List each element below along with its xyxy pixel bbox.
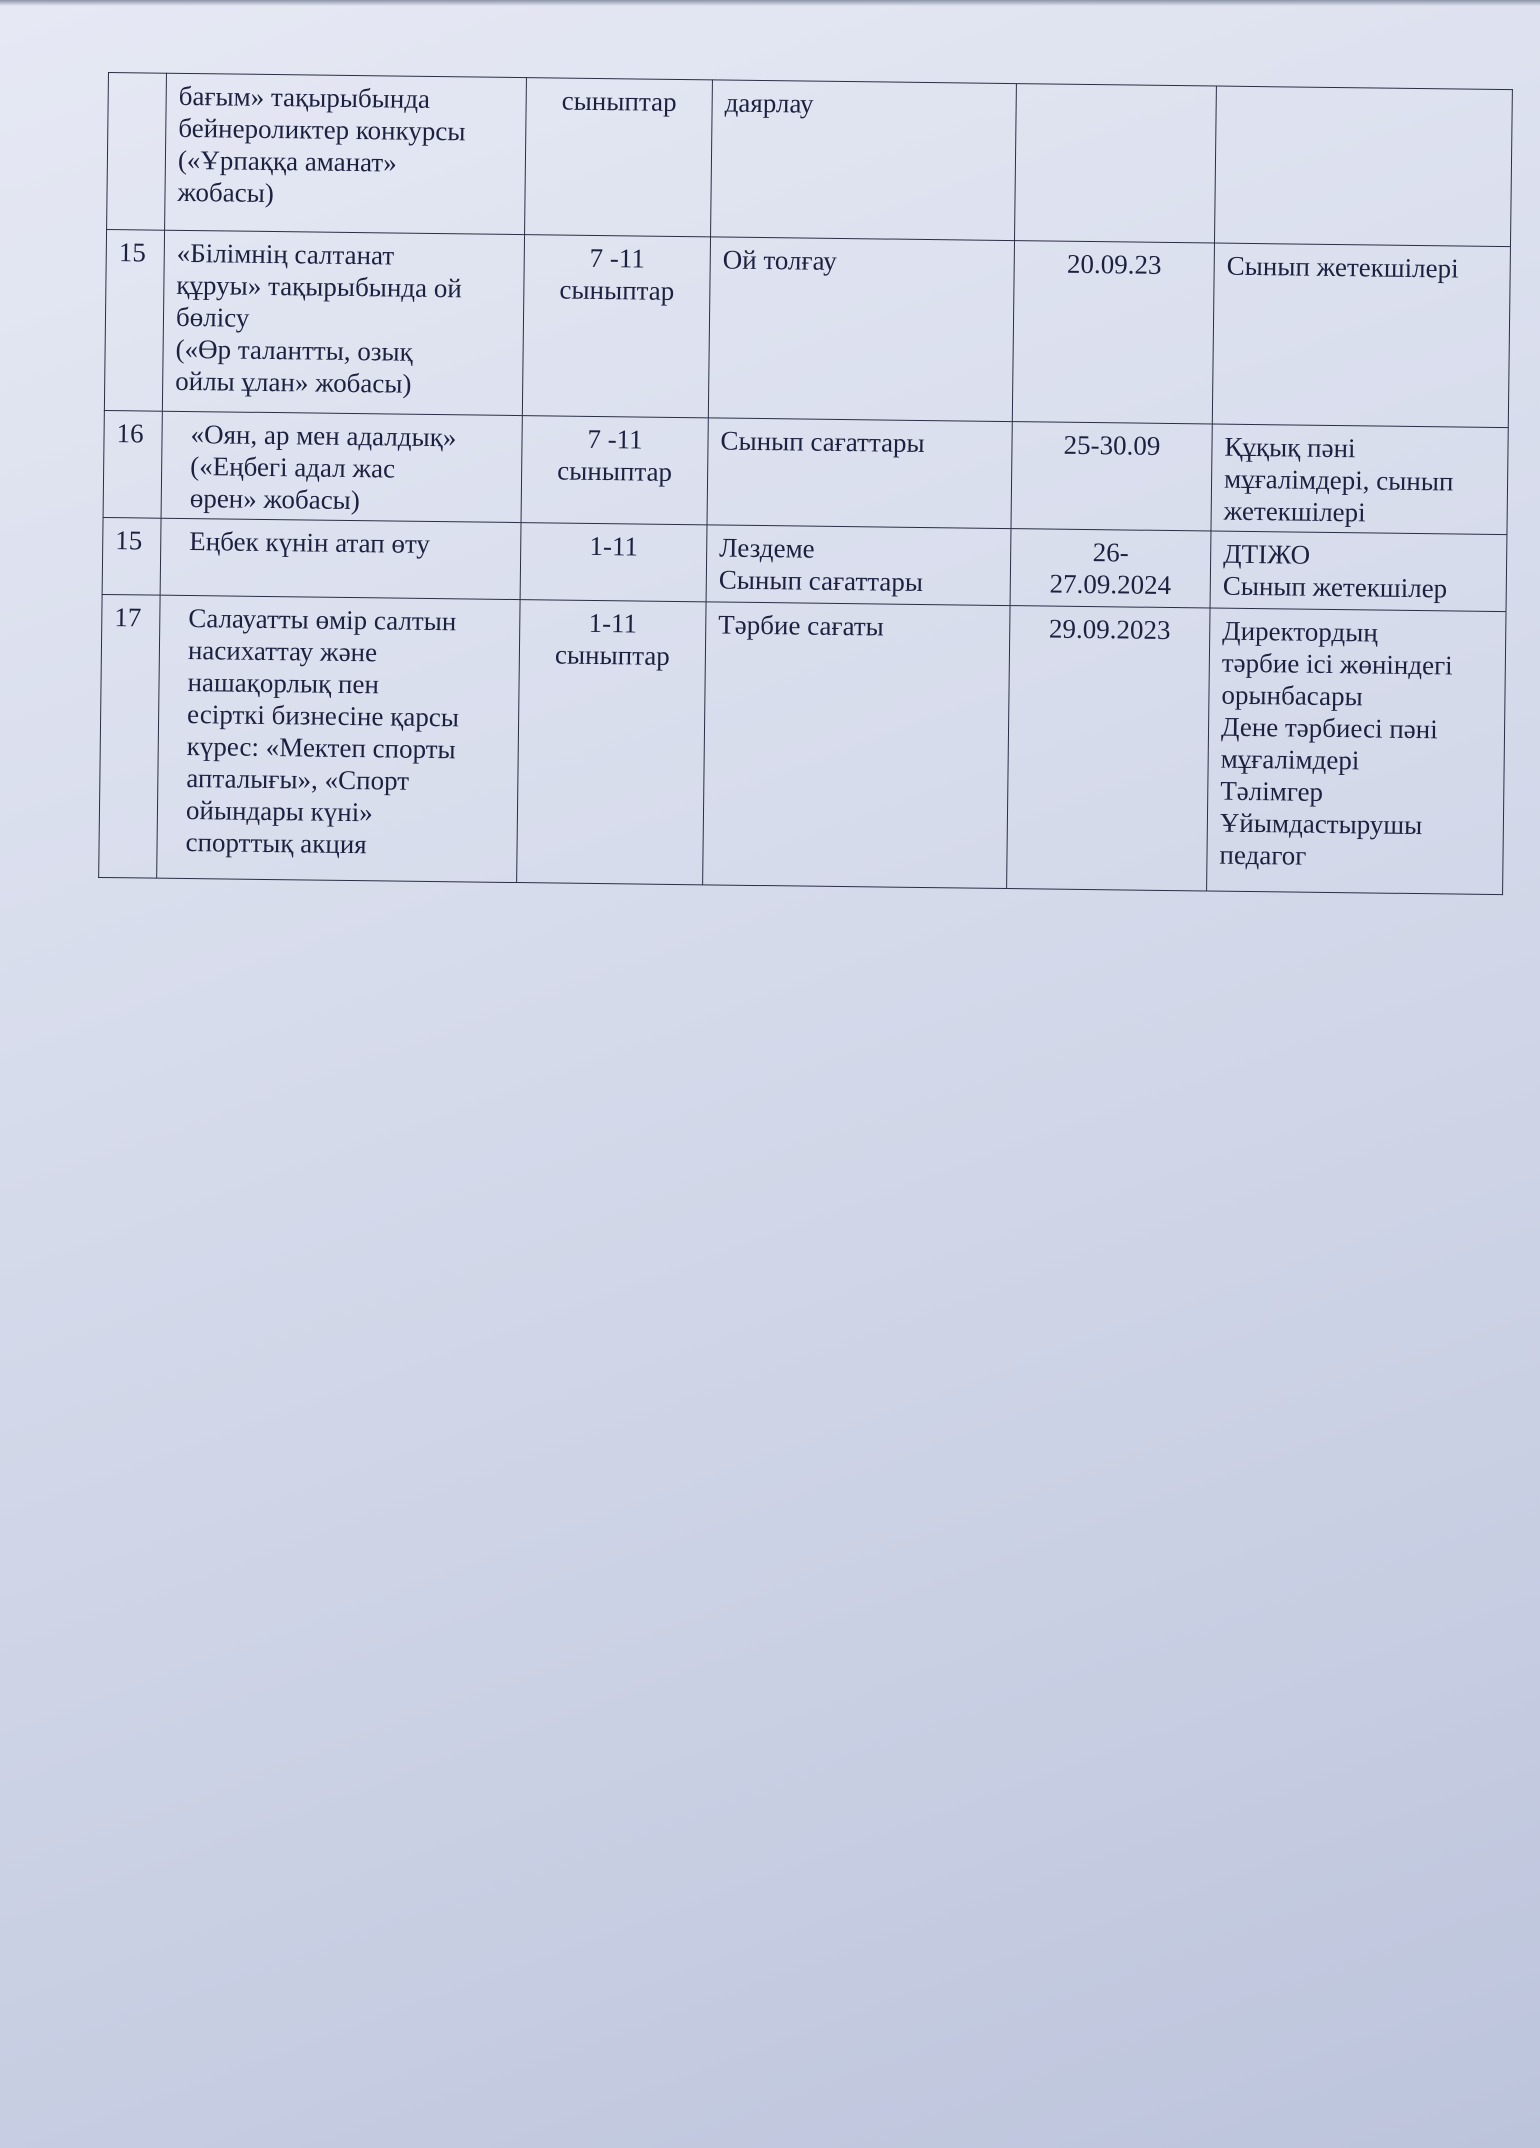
event-cell — [161, 411, 522, 522]
document-sheet — [98, 72, 1512, 895]
row-number-cell — [102, 517, 161, 595]
classes-text-line: сыныптар — [557, 455, 673, 487]
responsible-text-line: Құқық пәні — [1224, 431, 1356, 464]
responsible-text-line: мұғалімдері, сынып — [1223, 463, 1454, 497]
form-cell — [707, 418, 1012, 529]
event-text-line: күрес: «Мектеп спорты — [186, 731, 456, 765]
event-text-line: жобасы) — [177, 176, 275, 209]
event-text-line: ойлы ұлан» жобасы) — [175, 365, 412, 399]
classes-text-line: 7 -11 — [587, 423, 643, 455]
responsible-cell — [1214, 86, 1512, 247]
event-text-line: ойындары күні» — [185, 795, 373, 828]
row-number: 16 — [116, 418, 144, 449]
form-text-line: Ой толғау — [722, 244, 837, 276]
event-cell — [160, 518, 521, 599]
row-number: 15 — [118, 237, 146, 268]
responsible-text-line: ДТІЖО — [1223, 538, 1311, 570]
date-cell — [1011, 422, 1212, 531]
responsible-text-line: Тәлімгер — [1220, 775, 1324, 807]
date-text-line: 25-30.09 — [1063, 429, 1161, 461]
row-number-cell — [103, 410, 162, 518]
responsible-text-line: педагог — [1219, 839, 1307, 871]
responsible-text-line: Сынып жетекшілер — [1222, 570, 1448, 604]
event-text-line: бейнероликтер конкурсы — [178, 112, 466, 147]
event-text-line: Еңбек күнін атап өту — [189, 526, 431, 559]
responsible-cell — [1210, 531, 1507, 612]
date-text-line: 26- — [1092, 537, 1129, 568]
event-text-line: есірткі бизнесіне қарсы — [186, 699, 460, 733]
classes-text-line: сыныптар — [554, 639, 670, 671]
form-cell — [703, 602, 1010, 889]
event-cell — [165, 73, 527, 234]
classes-text-line: 7 -11 — [589, 242, 646, 274]
date-cell — [1007, 606, 1210, 891]
event-text-line: («Өр талантты, озық — [175, 333, 413, 367]
row-number-cell — [99, 594, 160, 878]
event-text-line: өрен» жобасы) — [189, 483, 360, 516]
table-row — [107, 73, 1513, 247]
date-text-line: 20.09.23 — [1066, 248, 1162, 280]
event-text-line: Салауатты өмір салтын — [188, 603, 457, 637]
responsible-cell — [1207, 608, 1506, 895]
table-row — [104, 229, 1510, 427]
event-text-line: бөлісу — [175, 301, 250, 333]
classes-text-line: сыныптар — [559, 274, 675, 306]
row-number: 15 — [115, 525, 143, 556]
form-text-line: Лездеме — [719, 532, 815, 564]
event-text-line: құруы» тақырыбында ой — [176, 269, 462, 304]
date-cell — [1012, 241, 1214, 424]
event-text-line: «Білімнің салтанат — [176, 237, 395, 271]
classes-cell — [517, 600, 706, 885]
row-number: 17 — [114, 602, 142, 633]
event-text-line: спорттық акция — [185, 827, 367, 860]
classes-cell — [522, 235, 710, 418]
classes-cell — [520, 523, 707, 602]
event-text-line: насихаттау және — [187, 635, 378, 668]
responsible-text-line: Директордың — [1222, 615, 1378, 648]
responsible-text-line: жетекшілері — [1223, 495, 1366, 528]
form-text-line: даярлау — [724, 87, 814, 119]
event-text-line: бағым» тақырыбында — [178, 80, 431, 114]
table-row — [103, 410, 1508, 534]
date-text-line: 27.09.2024 — [1049, 568, 1172, 601]
classes-text-line: 1-11 — [589, 530, 639, 562]
date-text-line: 29.09.2023 — [1048, 613, 1171, 646]
responsible-text-line: орынбасары — [1221, 679, 1363, 712]
date-cell — [1010, 529, 1211, 608]
event-plan-table — [98, 72, 1513, 895]
form-cell — [706, 525, 1011, 606]
row-number-cell — [104, 229, 164, 411]
event-cell — [162, 230, 524, 415]
event-text-line: («Ұрпаққа аманат» — [177, 144, 397, 178]
responsible-cell — [1211, 424, 1508, 535]
responsible-text-line: тәрбие ісі жөніндегі — [1221, 647, 1453, 681]
table-row — [99, 594, 1506, 894]
event-cell — [157, 595, 520, 882]
event-text-line: («Еңбегі адал жас — [190, 451, 396, 484]
row-number-cell — [107, 73, 167, 231]
event-text-line: апталығы», «Спорт — [186, 763, 410, 796]
form-text-line: Сынып сағаттары — [718, 564, 924, 597]
form-text-line: Сынып сағаттары — [720, 425, 925, 459]
classes-text-line: 1-11 — [588, 607, 638, 639]
form-cell — [708, 237, 1014, 422]
event-text-line: нашақорлық пен — [187, 667, 380, 700]
classes-cell — [521, 416, 708, 525]
responsible-text-line: Ұйымдастырушы — [1219, 807, 1423, 841]
form-cell — [711, 80, 1017, 241]
date-cell — [1015, 84, 1217, 243]
responsible-text-line: Сынып жетекшілері — [1226, 250, 1459, 284]
form-text-line: Тәрбие сағаты — [718, 609, 884, 642]
classes-text-line: сыныптар — [561, 85, 677, 117]
responsible-cell — [1212, 243, 1510, 428]
event-text-line: «Оян, ар мен адалдық» — [190, 419, 457, 453]
responsible-text-line: мұғалімдері — [1220, 743, 1360, 776]
page-edge-shadow — [0, 0, 1540, 6]
responsible-text-line: Дене тәрбиесі пәні — [1220, 711, 1438, 745]
classes-cell — [525, 78, 713, 237]
